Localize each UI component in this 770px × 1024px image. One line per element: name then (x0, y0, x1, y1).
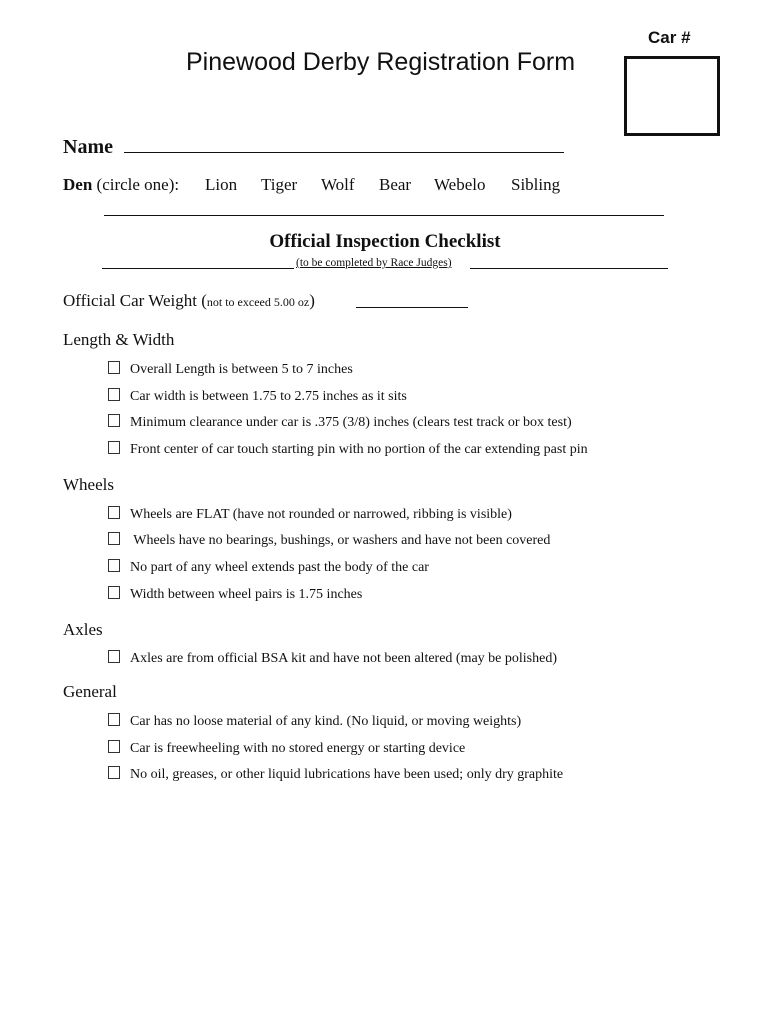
checklist-item-label: Car width is between 1.75 to 2.75 inches as it sits (130, 389, 407, 404)
name-row (63, 134, 564, 159)
divider (470, 268, 668, 269)
checklist-item[interactable] (108, 740, 465, 757)
section-heading-length-width: Length & Width (63, 330, 175, 349)
checklist-item-label: Width between wheel pairs is 1.75 inches (130, 587, 363, 602)
checklist-item-label: Axles are from official BSA kit and have not been altered (may be polished) (130, 651, 557, 666)
name-field[interactable] (124, 134, 564, 153)
weight-label: Official Car Weight (63, 291, 197, 310)
checkbox[interactable] (108, 414, 120, 427)
car-number-box[interactable] (624, 56, 720, 136)
checklist-item[interactable] (108, 361, 353, 378)
checklist-item-label: Wheels have no bearings, bushings, or washers and have not been covered (130, 533, 551, 548)
checklist-item[interactable] (108, 586, 362, 603)
den-option-bear[interactable]: Bear (379, 175, 412, 194)
checkbox[interactable] (108, 441, 120, 454)
den-option-webelo[interactable]: Webelo (434, 175, 486, 194)
divider (102, 268, 294, 269)
checklist-item[interactable] (108, 713, 521, 730)
den-hint: (circle one): (96, 175, 180, 194)
den-row (63, 175, 179, 195)
checkbox[interactable] (108, 713, 120, 726)
checklist-title: Official Inspection Checklist (269, 231, 501, 252)
checklist-item-label: Car has no loose material of any kind. (No liquid, or moving weights) (130, 714, 522, 729)
den-label: Den (63, 175, 93, 194)
checklist-subtitle: (to be completed by Race Judges) (296, 257, 452, 269)
form-title: Pinewood Derby Registration Form (186, 48, 576, 76)
checklist-item-label: No oil, greases, or other liquid lubrications have been used; only dry graphite (130, 767, 564, 782)
checkbox[interactable] (108, 361, 120, 374)
weight-field[interactable] (356, 307, 468, 308)
den-option-wolf[interactable]: Wolf (321, 175, 355, 194)
checklist-item-label: Minimum clearance under car is .375 (3/8) inches (clears test track or box test) (130, 415, 572, 430)
checklist-item[interactable] (108, 388, 407, 405)
checklist-item[interactable] (108, 414, 572, 431)
section-heading-general: General (63, 682, 117, 701)
checkbox[interactable] (108, 766, 120, 779)
checkbox[interactable] (108, 506, 120, 519)
checkbox[interactable] (108, 559, 120, 572)
checkbox[interactable] (108, 740, 120, 753)
checklist-item-label: No part of any wheel extends past the body of the car (130, 560, 429, 575)
checklist-item[interactable] (108, 532, 550, 549)
checkbox[interactable] (108, 650, 120, 663)
checklist-item-label: Front center of car touch starting pin with no portion of the car extending past pin (130, 442, 588, 457)
weight-note: not to exceed 5.00 oz (206, 295, 310, 309)
den-option-tiger[interactable]: Tiger (261, 175, 298, 194)
checklist-item[interactable] (108, 650, 557, 667)
section-heading-wheels: Wheels (63, 475, 114, 494)
weight-row: Official Car Weight (not to exceed 5.00 oz) (63, 291, 315, 310)
checklist-item[interactable] (108, 559, 429, 576)
checklist-item[interactable] (108, 506, 512, 523)
name-label: Name (63, 136, 113, 158)
section-heading-axles: Axles (63, 620, 103, 639)
checkbox[interactable] (108, 532, 120, 545)
den-option-sibling[interactable]: Sibling (511, 175, 561, 194)
checklist-item-label: Wheels are FLAT (have not rounded or narrowed, ribbing is visible) (130, 507, 512, 522)
checkbox[interactable] (108, 388, 120, 401)
checklist-item[interactable] (108, 766, 563, 783)
checklist-item[interactable] (108, 441, 588, 458)
checklist-item-label: Overall Length is between 5 to 7 inches (130, 362, 353, 377)
divider (104, 215, 664, 216)
car-number-label: Car # (648, 28, 691, 47)
den-option-lion[interactable]: Lion (205, 175, 238, 194)
checklist-item-label: Car is freewheeling with no stored energy or starting device (130, 741, 466, 756)
checklist-subtitle-row (102, 257, 668, 273)
checkbox[interactable] (108, 586, 120, 599)
